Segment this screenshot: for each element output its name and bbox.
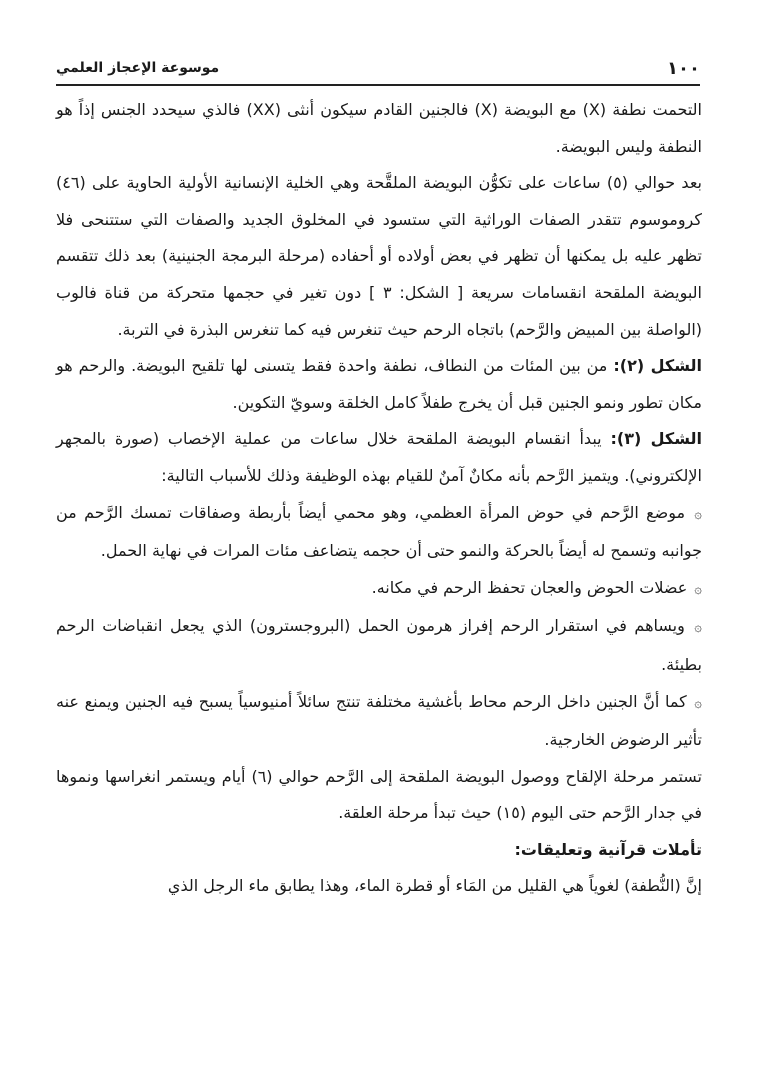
bullet-item <box>56 495 702 570</box>
running-title: موسوعة الإعجاز العلمي <box>56 60 220 76</box>
figure-2-label: الشكل (٢): <box>613 356 702 376</box>
section-subheading: تأملات قرآنية وتعليقات: <box>514 839 702 859</box>
bullet-text: عضلات الحوض والعجان تحفظ الرحم في مكانه. <box>371 577 688 597</box>
paragraph-zygote: بعد حوالي (٥) ساعات على تكوُّن البويضة الملقَّحة وهي الخلية الإنسانية الأولية الحاوية على (٤٦) كروموسوم تتقدر الصفات الوراثية التي ستسود في المخلوق الجديد والصفات التي ستتنحى فلا تظهر عليه بل يمكنها أن تظهر في بعض أولاده أو أحفاده (مرحلة البرمجة الجنينية) بعد ذلك تتقسم البويضة الملقحة انقسامات سريعة [ الشكل: ٣ ] دون تغير في حجمها متحركة من قناة فالوب (الواصلة بين المبيض والرَّحم) باتجاه الرحم حيث تنغرس فيه كما تنغرس البذرة في التربة. <box>56 173 703 339</box>
page-body <box>56 92 702 905</box>
bullet-item <box>56 570 702 609</box>
bullet-ornament-icon: ۞ <box>694 506 702 522</box>
paragraph-continuation: التحمت نطفة (X) مع البويضة (X) فالجنين القادم سيكون أنثى (XX) فالذي سيحدد الجنس إذاً هو النطفة وليس البويضة. <box>56 100 702 156</box>
figure-3-label: الشكل (٣): <box>610 429 702 449</box>
paragraph-implantation: تستمر مرحلة الإلقاح ووصول البويضة الملقحة إلى الرَّحم حوالي (٦) أيام ويستمر انغراسها ونموها في جدار الرَّحم حتى اليوم (١٥) حيث تبدأ مرحلة العلقة. <box>56 766 702 823</box>
bullet-ornament-icon: ۞ <box>694 620 702 636</box>
bullet-item <box>56 684 702 759</box>
paragraph-nutfa: إنَّ (النُّطفة) لغوياً هي القليل من المَاء أو قطرة الماء، وهذا يطابق ماء الرجل الذي <box>167 876 702 896</box>
figure-3-caption <box>56 421 702 494</box>
figure-3-text: يبدأ انقسام البويضة الملقحة خلال ساعات من عملية الإخصاب (صورة بالمجهر الإلكتروني). ويتميز الرَّحم بأنه مكانٌ آمنٌ للقيام بهذه الوظيفة وذلك للأسباب التالية: <box>56 429 702 485</box>
bullet-ornament-icon: ۞ <box>694 581 702 597</box>
page-number: ١٠٠ <box>667 58 700 79</box>
bullet-item <box>56 608 702 683</box>
bullet-text: موضع الرَّحم في حوض المرأة العظمي، وهو محمي أيضاً بأربطة وصفاقات تمسك الرَّحم من جوانبه وتسمح له أيضاً بالحركة والنمو حتى أن حجمه يتضاعف مئات المرات في نهاية الحمل. <box>56 502 702 561</box>
bullet-ornament-icon: ۞ <box>694 695 702 711</box>
page-header <box>56 54 700 86</box>
figure-2-text: من بين المئات من النطاف، نطفة واحدة فقط يتسنى لها تلقيح البويضة. والرحم هو مكان تطور ونمو الجنين قبل أن يخرج طفلاً كامل الخلقة وسويّ التكوين. <box>56 356 702 412</box>
figure-2-caption <box>56 348 702 421</box>
bullet-text: ويساهم في استقرار الرحم إفراز هرمون الحمل (البروجسترون) الذي يجعل انقباضات الرحم بطيئة. <box>56 616 702 674</box>
bullet-text: كما أنَّ الجنين داخل الرحم محاط بأغشية مختلفة تنتج سائلاً أمنيوسياً يسبح فيه الجنين ويمنع عنه تأثير الرضوض الخارجية. <box>56 691 702 750</box>
